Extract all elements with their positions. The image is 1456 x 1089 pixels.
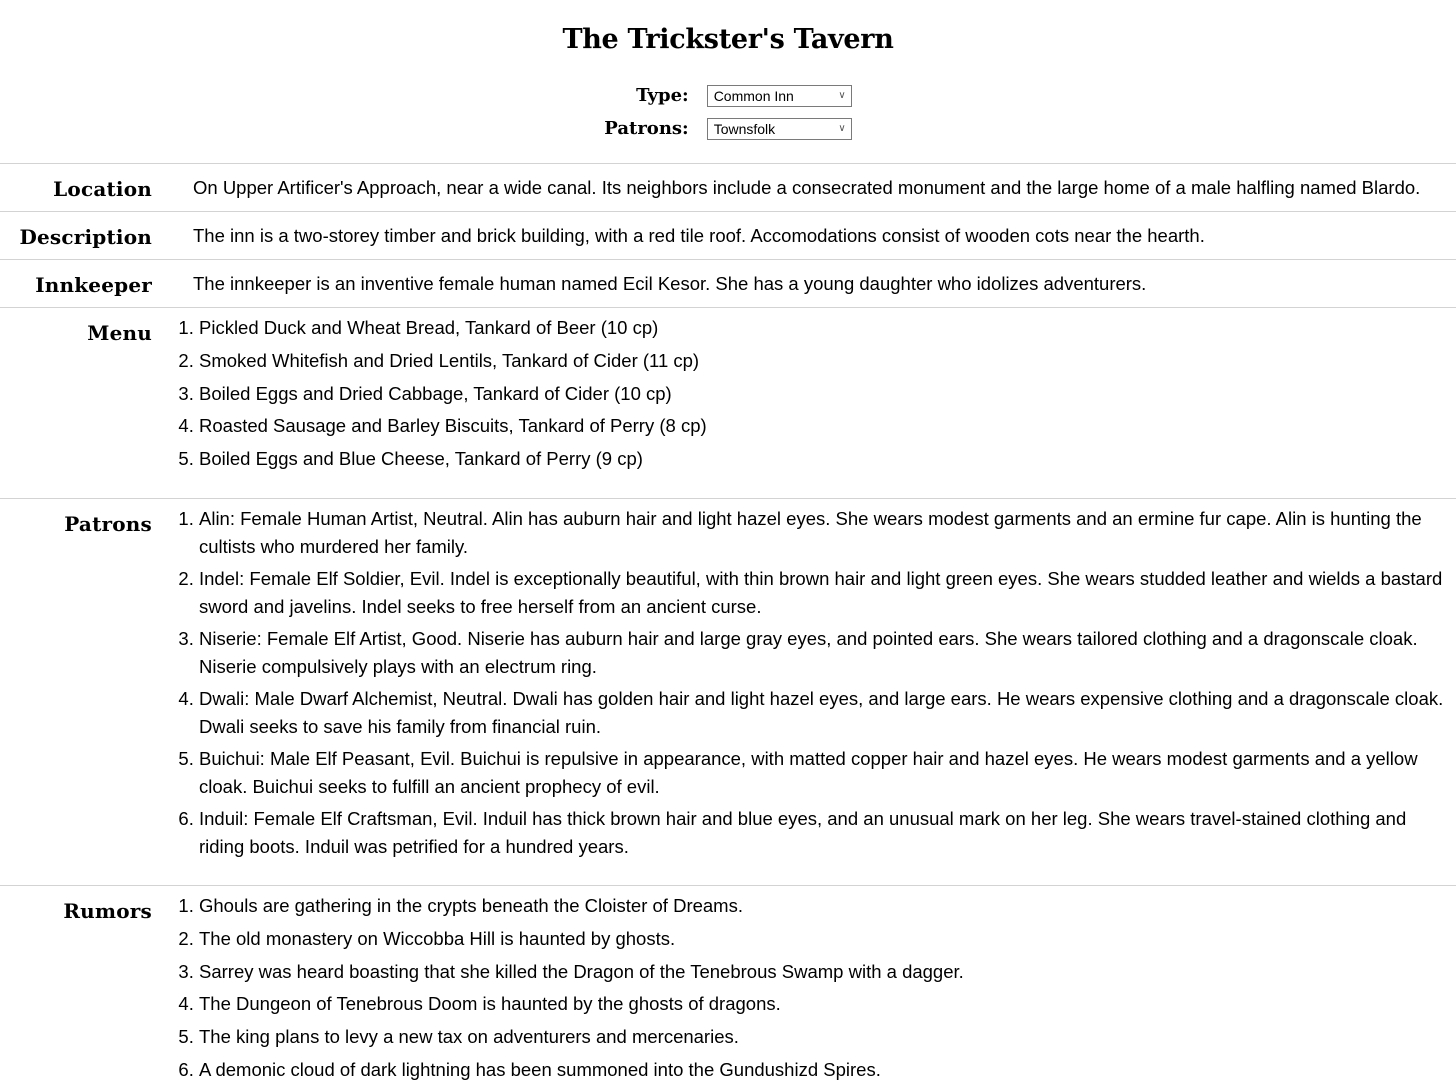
type-select-value: Common Inn <box>713 88 794 104</box>
rumors-label: Rumors <box>63 898 152 923</box>
type-select[interactable] <box>707 85 852 107</box>
innkeeper-row <box>0 260 1456 308</box>
description-text: The inn is a two-storey timber and brick building, with a red tile roof. Accomodations consist of wooden cots near the hearth. <box>193 225 1205 246</box>
rumor-item: 1. Ghouls are gathering in the crypts beneath the Cloister of Dreams. <box>199 892 1456 920</box>
rumors-row <box>0 885 1456 1088</box>
patrons-label: Patrons: <box>604 118 689 139</box>
patron-item: 2. Indel: Female Elf Soldier, Evil. Indel is exceptionally beautiful, with thin brown hair and light green eyes. She wears studded leather and wields a bastard sword and javelins. Indel seeks to free herself from an ancient curse. <box>199 565 1456 621</box>
patron-list <box>152 505 1456 885</box>
rumor-item: 2. The old monastery on Wiccobba Hill is haunted by ghosts. <box>199 925 1456 953</box>
menu-item: 2. Smoked Whitefish and Dried Lentils, Tankard of Cider (11 cp) <box>199 347 1456 375</box>
menu-list <box>152 314 1456 498</box>
rumor-item: 3. Sarrey was heard boasting that she killed the Dragon of the Tenebrous Swamp with a dagger. <box>199 958 1456 986</box>
patron-item: 1. Alin: Female Human Artist, Neutral. Alin has auburn hair and light hazel eyes. She wears modest garments and an ermine fur cape. Alin is hunting the cultists who murdered her family. <box>199 505 1456 561</box>
location-text: On Upper Artificer's Approach, near a wide canal. Its neighbors include a consecrated monument and the large home of a male halfling named Blardo. <box>193 177 1421 198</box>
page-title: The Trickster's Tavern <box>562 24 894 55</box>
patron-item: 3. Niserie: Female Elf Artist, Good. Niserie has auburn hair and large gray eyes, and pointed ears. She wears tailored clothing and a dragonscale cloak. Niserie compulsively plays with an electrum ring. <box>199 625 1456 681</box>
menu-row <box>0 308 1456 499</box>
tavern-details-table <box>0 163 1456 1089</box>
menu-label: Menu <box>87 321 152 345</box>
patron-item: 5. Buichui: Male Elf Peasant, Evil. Buichui is repulsive in appearance, with matted copper hair and hazel eyes. He wears modest garments and a yellow cloak. Buichui seeks to fulfill an ancient prophecy of evil. <box>199 745 1456 801</box>
patrons-row <box>0 498 1456 885</box>
patrons-section-label: Patrons <box>64 511 152 536</box>
patrons-select[interactable] <box>707 118 852 140</box>
patron-item: 4. Dwali: Male Dwarf Alchemist, Neutral. Dwali has golden hair and light hazel eyes, and large ears. He wears expensive clothing and a dragonscale cloak. Dwali seeks to save his family from financial ruin. <box>199 685 1456 741</box>
menu-item: 3. Boiled Eggs and Dried Cabbage, Tankard of Cider (10 cp) <box>199 380 1456 408</box>
patron-item: 6. Induil: Female Elf Craftsman, Evil. Induil has thick brown hair and blue eyes, and an unusual mark on her leg. She wears travel-stained clothing and riding boots. Induil was petrified for a hundred years. <box>199 805 1456 861</box>
innkeeper-text: The innkeeper is an inventive female human named Ecil Kesor. She has a young daughter who idolizes adventurers. <box>193 273 1147 294</box>
rumor-item: 6. A demonic cloud of dark lightning has been summoned into the Gundushizd Spires. <box>199 1056 1456 1084</box>
menu-item: 1. Pickled Duck and Wheat Bread, Tankard of Beer (10 cp) <box>199 314 1456 342</box>
type-label: Type: <box>636 85 689 106</box>
chevron-down-icon: ∨ <box>838 123 846 134</box>
patrons-select-value: Townsfolk <box>713 121 776 137</box>
rumor-list <box>152 892 1456 1084</box>
innkeeper-label: Innkeeper <box>35 273 152 297</box>
rumor-item: 5. The king plans to levy a new tax on adventurers and mercenaries. <box>199 1023 1456 1051</box>
menu-item: 5. Boiled Eggs and Blue Cheese, Tankard of Perry (9 cp) <box>199 445 1456 473</box>
chevron-down-icon: ∨ <box>838 90 846 101</box>
menu-item: 4. Roasted Sausage and Barley Biscuits, Tankard of Perry (8 cp) <box>199 412 1456 440</box>
description-label: Description <box>19 225 152 249</box>
location-row <box>0 164 1456 212</box>
tavern-options <box>0 84 1456 141</box>
location-label: Location <box>53 177 152 201</box>
rumor-item: 4. The Dungeon of Tenebrous Doom is haunted by the ghosts of dragons. <box>199 990 1456 1018</box>
description-row <box>0 212 1456 260</box>
